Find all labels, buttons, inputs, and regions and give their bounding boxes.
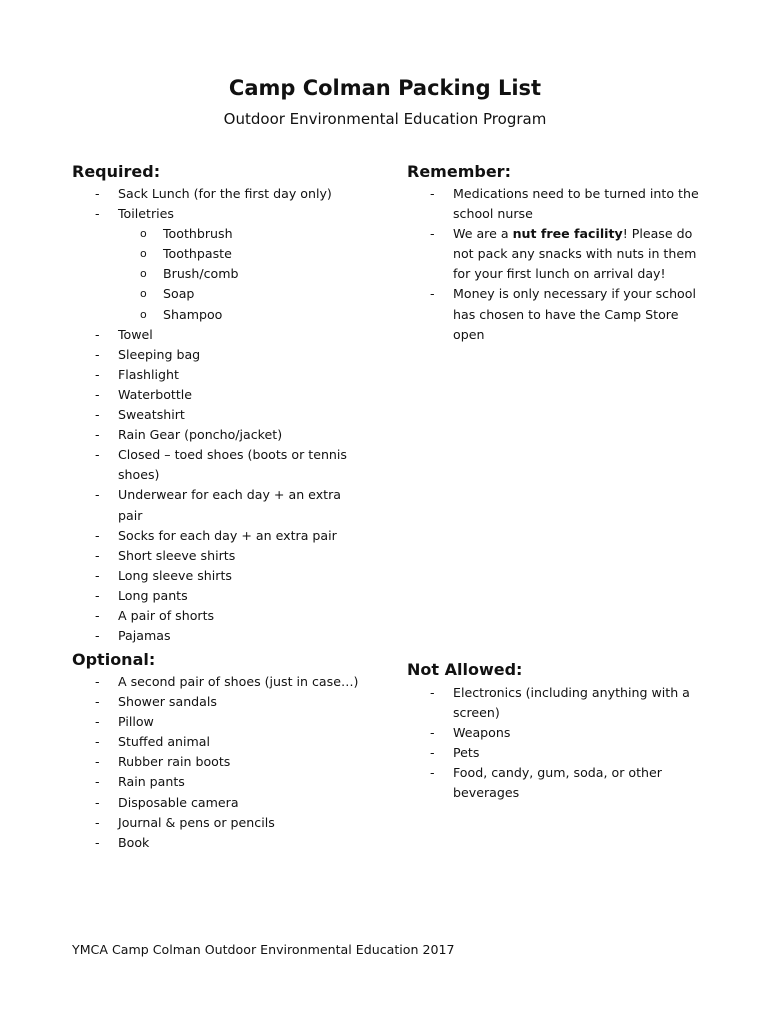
dash-marker: - xyxy=(95,834,100,850)
list-item: - Food, candy, gum, soda, or other beverages xyxy=(430,765,662,801)
list-item: - Sleeping bag xyxy=(118,345,368,365)
optional-list xyxy=(95,672,368,853)
dash-marker: - xyxy=(95,186,100,201)
dash-marker: - xyxy=(95,774,100,790)
list-item: - Money is only necessary if your school has chosen to have the Camp Store open xyxy=(430,286,696,342)
dash-marker: - xyxy=(95,754,100,770)
required-list xyxy=(95,184,368,646)
dash-marker: - xyxy=(95,547,100,563)
dash-marker: - xyxy=(95,587,100,603)
list-item: - Socks for each day + an extra pair xyxy=(118,526,368,546)
nut-free-emphasis: nut free facility xyxy=(512,226,623,242)
list-item: - Sack Lunch (for the first day only) xyxy=(118,184,368,204)
dash-marker: - xyxy=(95,427,100,443)
sub-list-item: o Toothbrush xyxy=(118,224,368,244)
page-title: Camp Colman Packing List xyxy=(228,76,542,100)
dash-marker: - xyxy=(430,745,435,761)
circle-bullet-icon: o xyxy=(140,287,147,301)
not-allowed-heading: Not Allowed: xyxy=(407,660,523,679)
list-item: - Medications need to be turned into the school nurse xyxy=(430,186,699,222)
not-allowed-list xyxy=(430,683,703,804)
dash-marker: - xyxy=(95,206,100,222)
list-item: - Long pants xyxy=(118,586,368,606)
sub-list-item: o Soap xyxy=(118,284,368,304)
dash-marker: - xyxy=(95,734,100,750)
circle-bullet-icon: o xyxy=(140,267,147,281)
list-item: - Underwear for each day + an extra pair xyxy=(95,487,341,523)
list-item: - Flashlight xyxy=(118,365,368,385)
dash-marker: - xyxy=(430,286,435,302)
optional-heading: Optional: xyxy=(72,650,156,669)
list-item: - Rain pants xyxy=(118,772,368,792)
page-subtitle: Outdoor Environmental Education Program xyxy=(223,110,547,128)
dash-marker: - xyxy=(430,685,435,700)
list-item: - Electronics (including anything with a screen) xyxy=(430,685,690,721)
dash-marker: - xyxy=(95,567,100,583)
remember-list xyxy=(430,184,703,345)
circle-bullet-icon: o xyxy=(140,227,147,241)
dash-marker: - xyxy=(95,386,100,402)
dash-marker: - xyxy=(95,447,100,463)
dash-marker: - xyxy=(95,628,100,644)
dash-marker: - xyxy=(95,674,100,689)
sub-list-item: o Brush/comb xyxy=(118,264,368,284)
sub-list-item: o Toothpaste xyxy=(118,244,368,264)
dash-marker: - xyxy=(95,326,100,342)
list-item: - Shower sandals xyxy=(118,692,368,712)
required-heading: Required: xyxy=(72,162,161,181)
circle-bullet-icon: o xyxy=(140,307,147,321)
list-item: - Short sleeve shirts xyxy=(118,546,368,566)
list-item: - We are a nut free facility! Please do not pack any snacks with nuts in them for your first lunch on arrival day! xyxy=(430,226,697,282)
list-item: - Waterbottle xyxy=(118,385,368,405)
dash-marker: - xyxy=(95,607,100,623)
dash-marker: - xyxy=(95,794,100,810)
dash-marker: - xyxy=(95,407,100,423)
list-item: - Toiletries o Toothbrush o Toothpaste o Brush/comb o Soap o Shampoo xyxy=(118,204,368,325)
dash-marker: - xyxy=(95,346,100,362)
dash-marker: - xyxy=(430,765,435,781)
list-item: - Pillow xyxy=(118,712,368,732)
list-item: - Sweatshirt xyxy=(118,405,368,425)
list-item: - Weapons xyxy=(453,723,703,743)
list-item: - Book xyxy=(118,833,368,853)
list-item: - Journal & pens or pencils xyxy=(118,813,368,833)
dash-marker: - xyxy=(430,226,435,242)
dash-marker: - xyxy=(95,714,100,730)
page-footer: YMCA Camp Colman Outdoor Environmental Education 2017 xyxy=(72,942,455,957)
list-item: - Pets xyxy=(453,743,703,763)
list-item: - Towel xyxy=(118,325,368,345)
list-item: - Stuffed animal xyxy=(118,732,368,752)
dash-marker: - xyxy=(430,186,435,201)
dash-marker: - xyxy=(95,366,100,382)
sub-list-item: o Shampoo xyxy=(118,305,368,325)
list-item: - A second pair of shoes (just in case…) xyxy=(118,672,368,692)
list-item: - Pajamas xyxy=(118,626,368,646)
list-item: - Closed – toed shoes (boots or tennis shoes) xyxy=(95,447,347,483)
list-item: - A pair of shorts xyxy=(118,606,368,626)
list-item: - Rain Gear (poncho/jacket) xyxy=(118,425,368,445)
toiletries-sublist xyxy=(118,224,368,324)
dash-marker: - xyxy=(95,814,100,830)
remember-heading: Remember: xyxy=(407,162,511,181)
circle-bullet-icon: o xyxy=(140,247,147,261)
dash-marker: - xyxy=(95,487,100,503)
dash-marker: - xyxy=(95,694,100,710)
list-item: - Rubber rain boots xyxy=(118,752,368,772)
dash-marker: - xyxy=(430,725,435,741)
list-item: - Disposable camera xyxy=(118,793,368,813)
dash-marker: - xyxy=(95,527,100,543)
list-item: - Long sleeve shirts xyxy=(118,566,368,586)
